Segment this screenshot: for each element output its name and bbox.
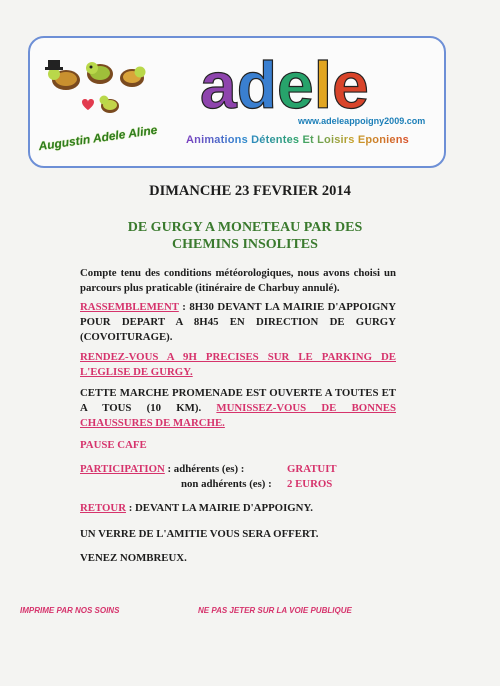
rassemblement-text: : 8H30 DEVANT LA MAIRIE D'APPOIGNY POUR DEPART A 8H45 EN DIRECTION DE GURGY (COVOITURAGE). xyxy=(80,301,396,343)
rassemblement-label: RASSEMBLEMENT xyxy=(80,301,179,313)
participation-label: PARTICIPATION xyxy=(80,463,165,475)
non-adherents-label: non adhérents (es) : xyxy=(181,478,272,490)
retour-label: RETOUR xyxy=(80,502,126,514)
rassemblement-paragraph xyxy=(80,300,396,345)
venez-nombreux: VENEZ NOMBREUX. xyxy=(80,552,187,564)
adherents-price: GRATUIT xyxy=(287,463,337,475)
participation-row-adherents xyxy=(80,462,396,477)
footer-printed-note: IMPRIME PAR NOS SOINS xyxy=(20,606,120,615)
verre-amitie: UN VERRE DE L'AMITIE VOUS SERA OFFERT. xyxy=(80,528,319,540)
event-title-line2: CHEMINS INSOLITES xyxy=(172,237,318,252)
footer-litter-note: NE PAS JETER SUR LA VOIE PUBLIQUE xyxy=(198,606,352,615)
marche-paragraph xyxy=(80,386,396,431)
event-title-line1: DE GURGY A MONETEAU PAR DES xyxy=(127,220,363,235)
event-title xyxy=(80,219,410,253)
association-name: Animations Détentes Et Loisirs Eponiens xyxy=(186,134,409,146)
mascot-names: Augustin Adele Aline xyxy=(37,122,159,154)
rendezvous-paragraph: RENDEZ-VOUS A 9H PRECISES SUR LE PARKING DE L'EGLISE DE GURGY. xyxy=(80,351,396,378)
website-url: www.adeleappoigny2009.com xyxy=(298,116,426,126)
header-banner xyxy=(28,36,446,168)
marche-text: CETTE MARCHE PROMENADE EST OUVERTE A TOUTES ET A TOUS (10 KM). xyxy=(80,387,396,414)
intro-paragraph: Compte tenu des conditions météorologiques, nous avons choisi un parcours plus praticable (itinéraire de Charbuy annulé). xyxy=(80,267,396,294)
non-adherents-price: 2 EUROS xyxy=(287,478,333,490)
svg-text:adele: adele xyxy=(200,48,369,116)
retour-text: : DEVANT LA MAIRIE D'APPOIGNY. xyxy=(126,502,313,514)
marche-advice: MUNISSEZ-VOUS DE BONNES CHAUSSURES DE MARCHE. xyxy=(80,402,396,429)
participation-block xyxy=(80,462,396,492)
pause-cafe: PAUSE CAFE xyxy=(80,439,147,451)
retour-paragraph xyxy=(80,501,396,516)
turtle-mascots-icon xyxy=(40,48,160,128)
event-date: DIMANCHE 23 FEVRIER 2014 xyxy=(149,183,351,199)
participation-row-non-adherents xyxy=(80,477,396,492)
adherents-label: : adhérents (es) : xyxy=(164,463,245,475)
adele-logo xyxy=(200,46,436,116)
